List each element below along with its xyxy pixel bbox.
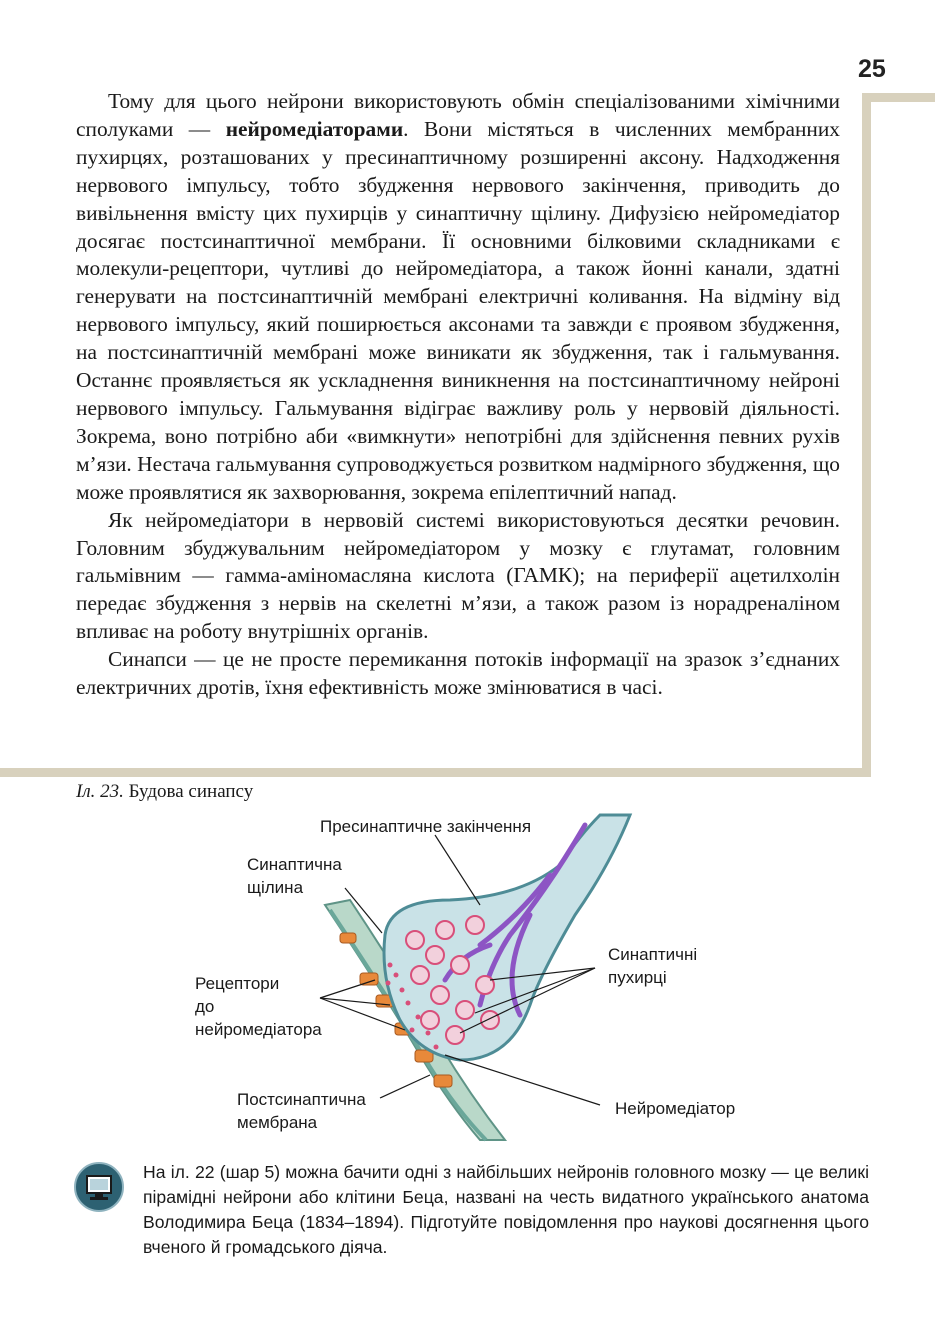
label-synaptic-vesicles: Синаптичні пухирці — [608, 945, 698, 987]
frame-top-border — [862, 93, 935, 102]
paragraph-3: Синапси — це не просте перемикання потоків інформації на зразок з’єднаних електричних дротів, їхня ефективність може змінюватися в часі. — [76, 647, 840, 700]
page-number: 25 — [858, 55, 886, 83]
paragraph-1: Тому для цього нейрони використовують обмін спеціалізованими хімічними сполуками — нейромедіаторами. Вони містяться в численних мембранних пухирцях, розташованих у пресинаптичному розширенні аксону. Надходження нервового імпульсу, тобто збудження нервового закінчення, приводить до вивільнення вмісту цих пухирців у синаптичну щілину. Дифузією нейромедіатор досягає постсинаптичної мембрани. Її основними білковими складниками є молекули-рецептори, чутливі до нейромедіатора, а також йонні канали, здатні генерувати на постсинаптичній мембрані електричні коливання. На відміну від нервового імпульсу, який поширюється аксонами та завжди є проявом збудження, на постсинаптичній мембрані може виникати як збудження, так і гальмування. Останнє проявляється як ускладнення виникнення на постсинаптичному нейроні нервового імпульсу. Гальмування відіграє важливу роль у нервовій діяльності. Зокрема, воно потрібно аби «вимкнути» непотрібні для здійснення певних рухів м’язи. Нестача гальмування супроводжується розвитком надмірного збудження, що може проявлятися як захворювання, зокрема епілептичний напад. — [76, 89, 840, 504]
main-text — [76, 88, 840, 702]
computer-icon — [74, 1162, 124, 1212]
figure-caption — [76, 781, 253, 803]
figure-caption-number: Іл. 23. — [76, 781, 124, 802]
paragraph-2: Як нейромедіатори в нервовій системі використовуються десятки речовин. Головним збуджувальним нейромедіатором у мозку є глутамат, головним гальмівним — гамма-аміномасляна кислота (ГАМК); на периферії ацетилхолін передає збудження з нервів на скелетні м’язи, а також разом із норадреналіном впливає на роботу внутрішніх органів. — [76, 507, 840, 644]
label-presynaptic: Пресинаптичне закінчення — [320, 817, 532, 836]
note-text: На іл. 22 (шар 5) можна бачити одні з найбільших нейронів головного мозку — це великі пірамідні нейрони або клітини Беца, названі на честь видатного українського анатома Володимира Беца (1834–1894). Підготуйте повідомлення про наукові досягнення цього вченого й громадського діяча. — [143, 1162, 869, 1257]
frame-right-border — [862, 93, 871, 777]
term-neuromediators: нейромедіаторами — [225, 116, 404, 141]
label-synaptic-cleft: Синаптична щілина — [247, 855, 342, 897]
label-neurotransmitter: Нейромедіатор — [615, 1099, 736, 1118]
label-postsynaptic-membrane: Постсинаптична мембрана — [237, 1090, 366, 1132]
synapse-figure — [190, 805, 790, 1150]
frame-bottom-border — [0, 768, 871, 777]
label-receptors: Рецептори до нейромедіатора — [195, 974, 322, 1039]
figure-caption-title: Будова синапсу — [128, 781, 254, 802]
